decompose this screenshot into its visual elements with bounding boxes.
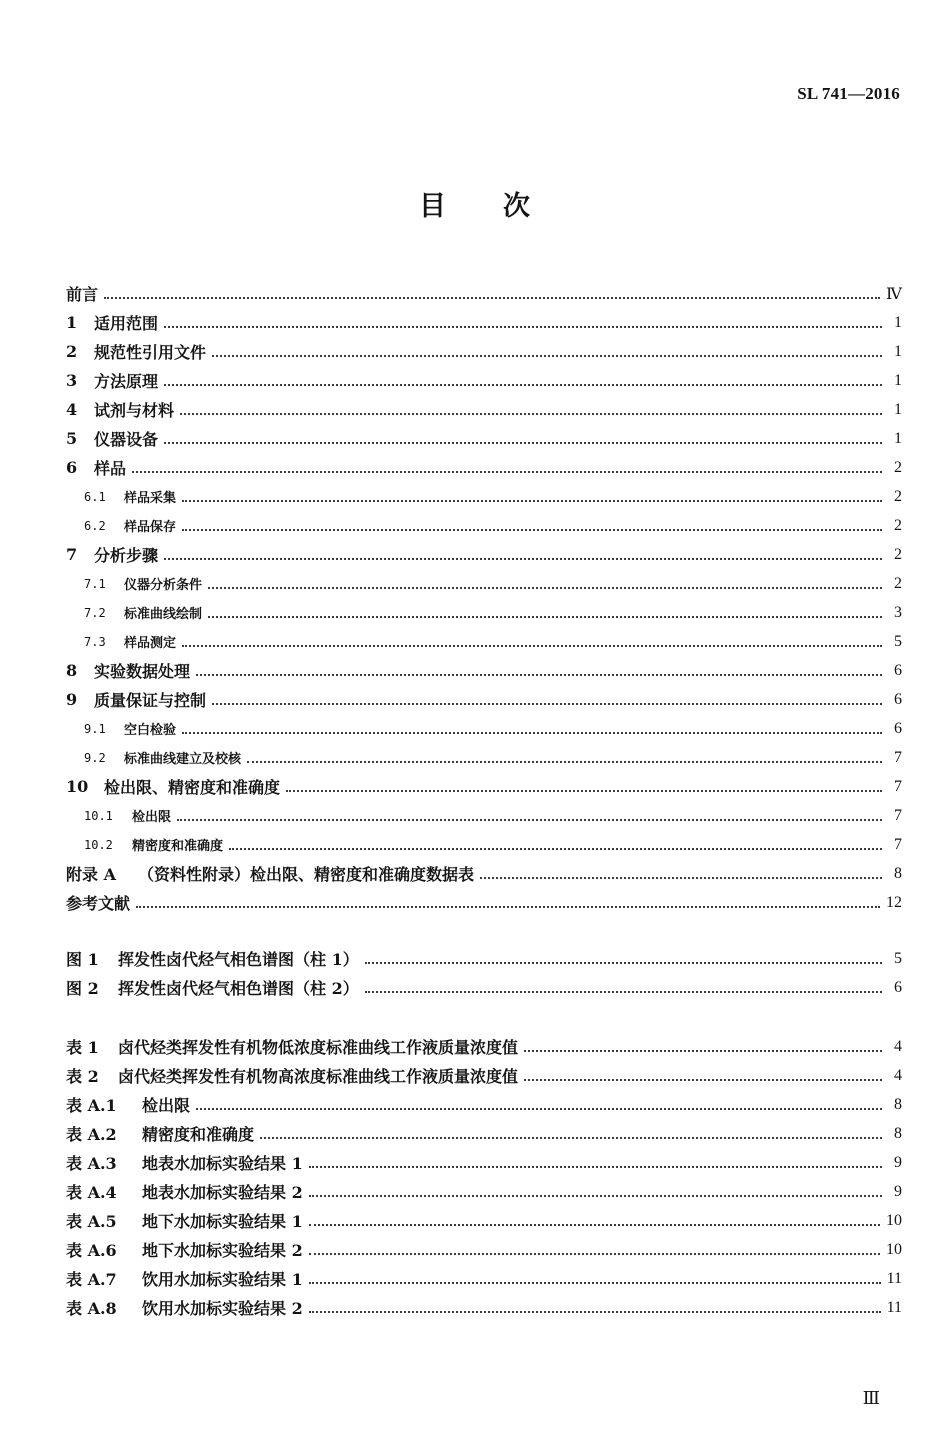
table-entry[interactable]: [66, 1032, 902, 1061]
leader-dots: [208, 586, 882, 589]
toc-entry[interactable]: [66, 308, 902, 337]
table-number: 表 A.1: [66, 1096, 117, 1115]
toc-page: 2: [894, 458, 902, 476]
toc-figures: [66, 944, 902, 1002]
toc-number: 6.2: [84, 518, 106, 533]
leader-dots: [132, 470, 882, 473]
toc-page: 1: [894, 371, 902, 389]
toc-tables: [66, 1032, 902, 1322]
toc-subentry[interactable]: [66, 830, 902, 859]
table-label: 饮用水加标实验结果 2: [142, 1299, 303, 1318]
table-label: 卤代烃类挥发性有机物高浓度标准曲线工作液质量浓度值: [118, 1067, 519, 1086]
toc-page: 5: [894, 632, 902, 650]
table-page: 11: [886, 1298, 902, 1316]
leader-dots: [164, 557, 882, 560]
toc-entry[interactable]: [66, 395, 902, 424]
toc-label: 空白检验: [124, 723, 177, 738]
leader-dots: [182, 644, 882, 647]
table-entry[interactable]: [66, 1090, 902, 1119]
table-number: 表 A.3: [66, 1154, 117, 1173]
toc-label: 规范性引用文件: [94, 343, 207, 362]
toc-number: 7: [66, 545, 78, 564]
table-entry[interactable]: [66, 1235, 902, 1264]
toc-label: （资料性附录）检出限、精密度和准确度数据表: [138, 865, 475, 884]
leader-dots: [212, 354, 882, 357]
table-entry[interactable]: [66, 1293, 902, 1322]
table-label: 地表水加标实验结果 2: [142, 1183, 303, 1202]
toc-page: 7: [894, 835, 902, 853]
table-entry[interactable]: [66, 1148, 902, 1177]
leader-dots: [480, 876, 882, 879]
figure-number: 图 2: [66, 979, 99, 998]
toc-subentry[interactable]: [66, 627, 902, 656]
table-page: 11: [886, 1269, 902, 1287]
leader-dots: [208, 615, 882, 618]
leader-dots: [182, 731, 882, 734]
toc-page: 8: [894, 864, 902, 882]
leader-dots: [309, 1310, 881, 1313]
figure-page: 5: [894, 949, 902, 967]
leader-dots: [247, 760, 882, 763]
table-entry[interactable]: [66, 1206, 902, 1235]
leader-dots: [260, 1136, 882, 1139]
toc-subentry[interactable]: [66, 482, 902, 511]
toc-label: 样品保存: [124, 520, 177, 535]
toc-number: 附录 A: [66, 865, 116, 884]
table-number: 表 A.4: [66, 1183, 117, 1202]
table-entry[interactable]: [66, 1061, 902, 1090]
toc-entry[interactable]: [66, 685, 902, 714]
toc-label: 检出限、精密度和准确度: [104, 778, 281, 797]
leader-dots: [104, 296, 880, 299]
leader-dots: [365, 961, 882, 964]
toc-label: 样品测定: [124, 636, 177, 651]
leader-dots: [177, 818, 882, 821]
figure-label: 挥发性卤代烃气相色谱图（柱 1）: [118, 950, 359, 969]
table-entry[interactable]: [66, 1264, 902, 1293]
toc-page: 12: [886, 893, 902, 911]
table-label: 检出限: [142, 1096, 191, 1115]
leader-dots: [309, 1252, 880, 1255]
toc-number: 7.2: [84, 605, 106, 620]
toc-label: 前言: [66, 285, 99, 304]
leader-dots: [524, 1049, 882, 1052]
leader-dots: [309, 1223, 880, 1226]
toc-page: 6: [894, 690, 902, 708]
table-number: 表 A.6: [66, 1241, 117, 1260]
toc-subentry[interactable]: [66, 598, 902, 627]
toc-page: 1: [894, 313, 902, 331]
toc-number: 10.1: [84, 808, 113, 823]
figure-label: 挥发性卤代烃气相色谱图（柱 2）: [118, 979, 359, 998]
leader-dots: [309, 1281, 881, 1284]
leader-dots: [180, 412, 882, 415]
toc-entry-appendix[interactable]: [66, 859, 902, 888]
leader-dots: [164, 441, 882, 444]
leader-dots: [286, 789, 882, 792]
table-page: 9: [894, 1153, 902, 1171]
toc-number: 9.1: [84, 721, 106, 736]
toc-page: 2: [894, 574, 902, 592]
leader-dots: [309, 1194, 882, 1197]
toc-label: 实验数据处理: [94, 662, 191, 681]
table-label: 精密度和准确度: [142, 1125, 255, 1144]
page-title: 目 次: [419, 191, 531, 222]
figure-page: 6: [894, 978, 902, 996]
toc-entry[interactable]: [66, 540, 902, 569]
toc-main: [66, 279, 902, 917]
toc-entry[interactable]: [66, 366, 902, 395]
table-page: 4: [894, 1066, 902, 1084]
table-label: 地表水加标实验结果 1: [142, 1154, 303, 1173]
toc-label: 质量保证与控制: [94, 691, 207, 710]
toc-page: 2: [894, 545, 902, 563]
leader-dots: [229, 847, 882, 850]
toc-number: 10.2: [84, 837, 113, 852]
toc-number: 9.2: [84, 750, 106, 765]
table-number: 表 A.7: [66, 1270, 117, 1289]
toc-page: 7: [894, 806, 902, 824]
toc-subentry[interactable]: [66, 511, 902, 540]
leader-dots: [164, 325, 882, 328]
toc-subentry[interactable]: [66, 801, 902, 830]
document-code: SL 741—2016: [797, 84, 900, 103]
table-number: 表 1: [66, 1038, 99, 1057]
toc-label: 仪器设备: [94, 430, 159, 449]
table-label: 饮用水加标实验结果 1: [142, 1270, 303, 1289]
leader-dots: [212, 702, 882, 705]
toc-page: 1: [894, 429, 902, 447]
toc-number: 6: [66, 458, 78, 477]
table-label: 地下水加标实验结果 1: [142, 1212, 303, 1231]
toc-page: 7: [894, 748, 902, 766]
toc-page: 6: [894, 661, 902, 679]
toc-label: 分析步骤: [94, 546, 159, 565]
toc-entry[interactable]: [66, 424, 902, 453]
table-number: 表 A.2: [66, 1125, 117, 1144]
toc-entry[interactable]: [66, 453, 902, 482]
table-page: 4: [894, 1037, 902, 1055]
toc-label: 样品采集: [124, 491, 177, 506]
figure-entry[interactable]: [66, 944, 902, 973]
leader-dots: [309, 1165, 882, 1168]
toc-number: 5: [66, 429, 78, 448]
toc-subentry[interactable]: [66, 569, 902, 598]
table-page: 10: [886, 1240, 902, 1258]
toc-label: 试剂与材料: [94, 401, 175, 420]
toc-number: 3: [66, 371, 78, 390]
table-entry[interactable]: [66, 1119, 902, 1148]
table-number: 表 2: [66, 1067, 99, 1086]
toc-number: 9: [66, 690, 78, 709]
toc-number: 8: [66, 661, 78, 680]
figure-number: 图 1: [66, 950, 99, 969]
toc-number: 6.1: [84, 489, 106, 504]
toc-number: 7.1: [84, 576, 106, 591]
table-page: 10: [886, 1211, 902, 1229]
leader-dots: [136, 905, 880, 908]
toc-entry[interactable]: [66, 656, 902, 685]
toc-page: 2: [894, 516, 902, 534]
table-entry[interactable]: [66, 1177, 902, 1206]
toc-label: 适用范围: [94, 314, 159, 333]
toc-label: 样品: [94, 459, 127, 478]
toc-number: 2: [66, 342, 78, 361]
leader-dots: [196, 1107, 882, 1110]
toc-number: 7.3: [84, 634, 106, 649]
table-number: 表 A.5: [66, 1212, 117, 1231]
table-label: 地下水加标实验结果 2: [142, 1241, 303, 1260]
table-page: 8: [894, 1124, 902, 1142]
table-label: 卤代烃类挥发性有机物低浓度标准曲线工作液质量浓度值: [118, 1038, 519, 1057]
toc-page: Ⅳ: [886, 285, 902, 303]
toc-label: 参考文献: [66, 894, 131, 913]
toc-label: 标准曲线绘制: [124, 607, 203, 622]
leader-dots: [182, 528, 882, 531]
table-page: 9: [894, 1182, 902, 1200]
toc-entry[interactable]: [66, 337, 902, 366]
toc-label: 检出限: [132, 810, 172, 825]
toc-page: 3: [894, 603, 902, 621]
toc-subentry[interactable]: [66, 743, 902, 772]
toc-page: 7: [894, 777, 902, 795]
toc-entry[interactable]: [66, 772, 902, 801]
leader-dots: [365, 990, 882, 993]
figure-entry[interactable]: [66, 973, 902, 1002]
toc-page: 2: [894, 487, 902, 505]
toc-number: 1: [66, 313, 78, 332]
toc-number: 10: [66, 777, 89, 796]
leader-dots: [524, 1078, 882, 1081]
toc-number: 4: [66, 400, 78, 419]
toc-label: 标准曲线建立及校核: [124, 752, 242, 767]
toc-page: 1: [894, 400, 902, 418]
toc-label: 方法原理: [94, 372, 159, 391]
toc-page: 6: [894, 719, 902, 737]
leader-dots: [196, 673, 882, 676]
leader-dots: [164, 383, 882, 386]
table-number: 表 A.8: [66, 1299, 117, 1318]
toc-entry-preface[interactable]: [66, 279, 902, 308]
table-page: 8: [894, 1095, 902, 1113]
toc-subentry[interactable]: [66, 714, 902, 743]
toc-label: 仪器分析条件: [124, 578, 203, 593]
leader-dots: [182, 499, 882, 502]
page-number: Ⅲ: [862, 1388, 880, 1408]
toc-entry-references[interactable]: [66, 888, 902, 917]
toc-page: 1: [894, 342, 902, 360]
toc-label: 精密度和准确度: [132, 839, 224, 854]
